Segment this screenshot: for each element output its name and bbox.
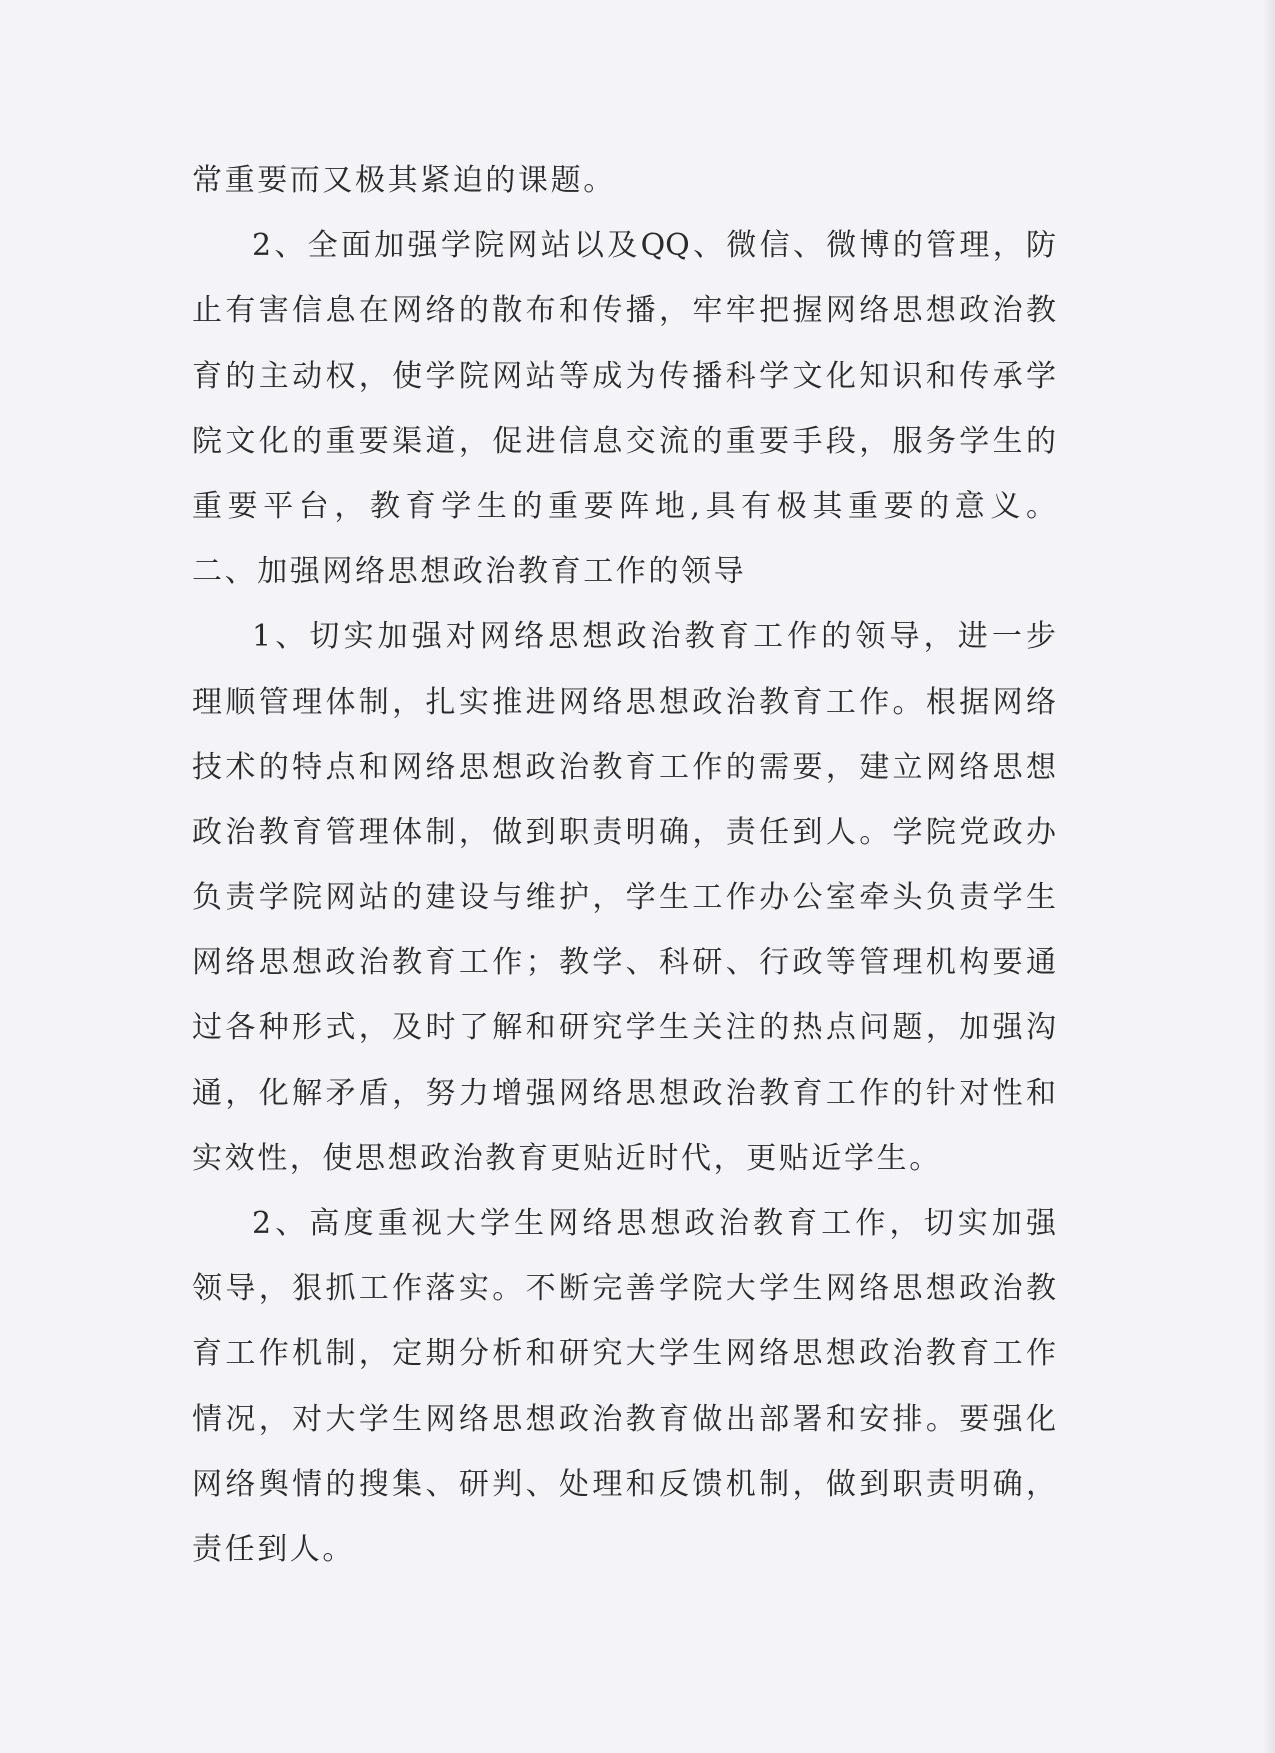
text-line: 领导，狠抓工作落实。不断完善学院大学生网络思想政治教: [192, 1271, 1056, 1307]
text-line: 2、高度重视大学生网络思想政治教育工作，切实加强: [252, 1206, 1056, 1241]
text-line: 理顺管理体制，扎实推进网络思想政治教育工作。根据网络: [192, 684, 1056, 720]
text-line: 技术的特点和网络思想政治教育工作的需要，建立网络思想: [192, 749, 1056, 785]
text-line: 通，化解矛盾，努力增强网络思想政治教育工作的针对性和: [192, 1075, 1056, 1111]
text-line: 重要平台，教育学生的重要阵地,具有极其重要的意义。: [192, 488, 1056, 524]
text-line: 育的主动权，使学院网站等成为传播科学文化知识和传承学: [192, 358, 1056, 394]
text-line: 2、全面加强学院网站以及QQ、微信、微博的管理，防: [252, 228, 1056, 264]
text-line: 实效性，使思想政治教育更贴近时代，更贴近学生。: [192, 1140, 942, 1176]
page-edge-shadow: [1263, 0, 1275, 1753]
text-line: 止有害信息在网络的散布和传播，牢牢把握网络思想政治教: [192, 293, 1056, 329]
section-heading: 二、加强网络思想政治教育工作的领导: [192, 554, 747, 590]
text-line: 过各种形式，及时了解和研究学生关注的热点问题，加强沟: [192, 1010, 1056, 1046]
text-line: 1、切实加强对网络思想政治教育工作的领导，进一步: [252, 619, 1056, 655]
text-line: 网络思想政治教育工作；教学、科研、行政等管理机构要通: [192, 945, 1056, 981]
text-line: 情况，对大学生网络思想政治教育做出部署和安排。要强化: [192, 1401, 1056, 1437]
text-line: 责任到人。: [192, 1531, 355, 1567]
text-line: 网络舆情的搜集、研判、处理和反馈机制，做到职责明确，: [192, 1466, 1056, 1502]
text-line: 常重要而又极其紧迫的课题。: [192, 163, 616, 198]
document-body: [192, 148, 1056, 1582]
text-line: 政治教育管理体制，做到职责明确，责任到人。学院党政办: [192, 814, 1056, 850]
text-line: 负责学院网站的建设与维护，学生工作办公室牵头负责学生: [192, 880, 1056, 916]
text-line: 育工作机制，定期分析和研究大学生网络思想政治教育工作: [192, 1336, 1056, 1372]
text-line: 院文化的重要渠道，促进信息交流的重要手段，服务学生的: [192, 423, 1056, 459]
